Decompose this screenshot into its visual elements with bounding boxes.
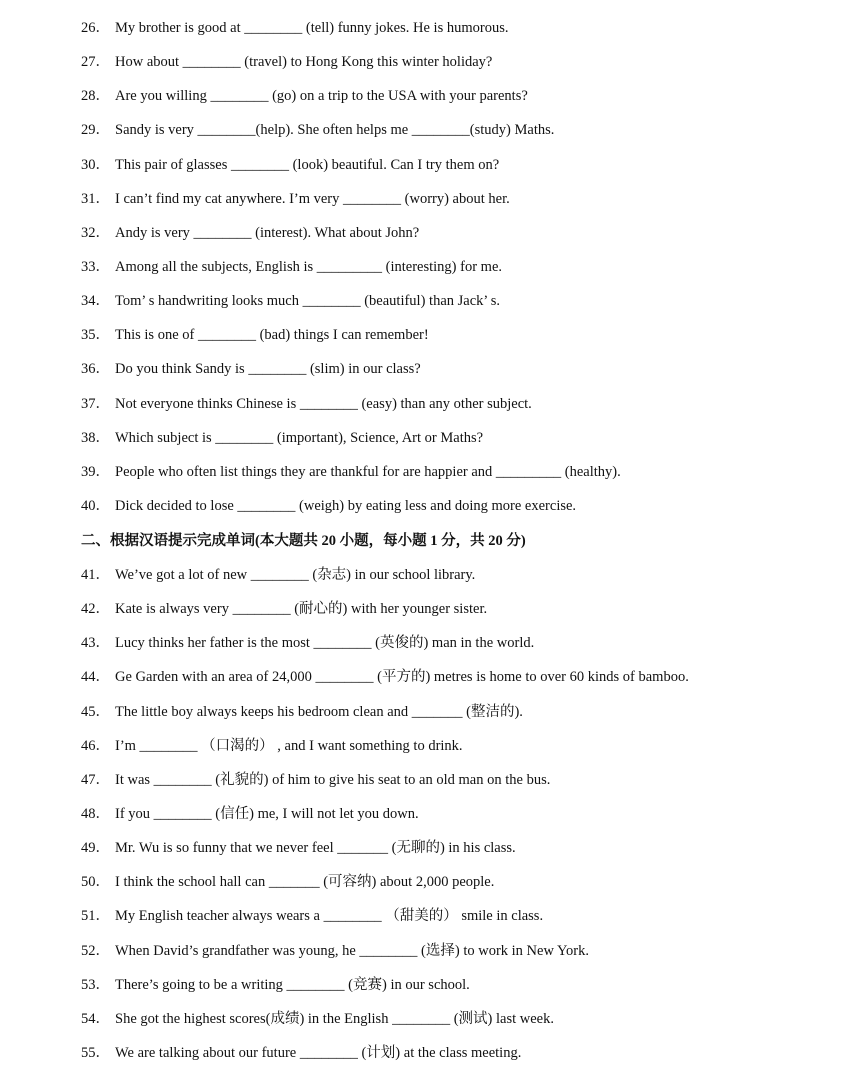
question-number: 44． <box>81 669 110 685</box>
question-text: Andy is very ________ (interest). What about John? <box>115 225 420 241</box>
question-text: When David’s grandfather was young, he ________ (选择) to work in New York. <box>115 943 589 959</box>
question-27 <box>81 51 840 73</box>
question-43 <box>81 632 840 654</box>
question-number: 36． <box>81 361 110 377</box>
question-number: 48． <box>81 806 110 822</box>
question-33 <box>81 256 840 278</box>
question-number: 49． <box>81 840 110 856</box>
question-number: 46． <box>81 738 110 754</box>
question-text: Mr. Wu is so funny that we never feel _______ (无聊的) in his class. <box>115 840 516 856</box>
question-46 <box>81 735 840 757</box>
question-32 <box>81 222 840 244</box>
question-text: How about ________ (travel) to Hong Kong this winter holiday? <box>115 54 493 70</box>
question-number: 32． <box>81 225 110 241</box>
question-text: This is one of ________ (bad) things I can remember! <box>115 327 429 343</box>
question-text: Among all the subjects, English is _________ (interesting) for me. <box>115 259 503 275</box>
question-text: Ge Garden with an area of 24,000 ________ (平方的) metres is home to over 60 kinds of bamboo. <box>115 669 689 685</box>
question-number: 33． <box>81 259 110 275</box>
question-text: Lucy thinks her father is the most ________ (英俊的) man in the world. <box>115 635 535 651</box>
question-text: Sandy is very ________(help). She often helps me ________(study) Maths. <box>115 122 555 138</box>
question-38 <box>81 427 840 449</box>
question-text: Dick decided to lose ________ (weigh) by eating less and doing more exercise. <box>115 498 577 514</box>
question-text: I’m ________ （口渴的） , and I want something to drink. <box>115 738 463 754</box>
question-number: 53． <box>81 977 110 993</box>
question-number: 26． <box>81 20 110 36</box>
question-text: People who often list things they are thankful for are happier and _________ (healthy). <box>115 464 621 480</box>
question-number: 47． <box>81 772 110 788</box>
question-text: If you ________ (信任) me, I will not let you down. <box>115 806 419 822</box>
question-number: 42． <box>81 601 110 617</box>
question-text: Are you willing ________ (go) on a trip to the USA with your parents? <box>115 88 528 104</box>
section-two-heading: 二、根据汉语提示完成单词(本大题共 20 小题，每小题 1 分，共 20 分) <box>81 533 526 549</box>
question-number: 27． <box>81 54 110 70</box>
question-number: 34． <box>81 293 110 309</box>
question-number: 35． <box>81 327 110 343</box>
question-text: We’ve got a lot of new ________ (杂志) in our school library. <box>115 567 476 583</box>
question-29 <box>81 119 840 141</box>
question-number: 43． <box>81 635 110 651</box>
question-text: This pair of glasses ________ (look) beautiful. Can I try them on? <box>115 157 500 173</box>
question-number: 52． <box>81 943 110 959</box>
question-42 <box>81 598 840 620</box>
question-text: Which subject is ________ (important), Science, Art or Maths? <box>115 430 484 446</box>
question-text: Do you think Sandy is ________ (slim) in our class? <box>115 361 421 377</box>
question-text: Tom’ s handwriting looks much ________ (beautiful) than Jack’ s. <box>115 293 501 309</box>
question-number: 41． <box>81 567 110 583</box>
question-text: I can’t find my cat anywhere. I’m very ________ (worry) about her. <box>115 191 510 207</box>
question-text: My brother is good at ________ (tell) funny jokes. He is humorous. <box>115 20 509 36</box>
question-number: 38． <box>81 430 110 446</box>
question-number: 30． <box>81 157 110 173</box>
question-text: Kate is always very ________ (耐心的) with her younger sister. <box>115 601 488 617</box>
question-number: 29． <box>81 122 110 138</box>
question-text: We are talking about our future ________ (计划) at the class meeting. <box>115 1045 522 1061</box>
question-text: There’s going to be a writing ________ (竞赛) in our school. <box>115 977 470 993</box>
question-34 <box>81 290 840 312</box>
question-31 <box>81 188 840 210</box>
question-36 <box>81 358 840 380</box>
question-53 <box>81 974 840 996</box>
question-52 <box>81 940 840 962</box>
question-39 <box>81 461 840 483</box>
question-number: 31． <box>81 191 110 207</box>
question-51 <box>81 905 840 927</box>
question-54 <box>81 1008 840 1030</box>
question-number: 45． <box>81 704 110 720</box>
question-text: I think the school hall can _______ (可容纳) about 2,000 people. <box>115 874 495 890</box>
question-40 <box>81 495 840 517</box>
question-number: 51． <box>81 908 110 924</box>
question-44 <box>81 666 840 688</box>
question-50 <box>81 871 840 893</box>
question-number: 37． <box>81 396 110 412</box>
question-45 <box>81 701 840 723</box>
question-41 <box>81 564 840 586</box>
question-49 <box>81 837 840 859</box>
question-37 <box>81 393 840 415</box>
question-number: 40． <box>81 498 110 514</box>
question-number: 54． <box>81 1011 110 1027</box>
question-28 <box>81 85 840 107</box>
question-30 <box>81 154 840 176</box>
question-text: My English teacher always wears a ________ （甜美的） smile in class. <box>115 908 544 924</box>
question-text: The little boy always keeps his bedroom clean and _______ (整洁的). <box>115 704 523 720</box>
question-text: She got the highest scores(成绩) in the English ________ (测试) last week. <box>115 1011 554 1027</box>
question-number: 28． <box>81 88 110 104</box>
question-48 <box>81 803 840 825</box>
question-26 <box>81 17 840 39</box>
question-text: Not everyone thinks Chinese is ________ (easy) than any other subject. <box>115 396 532 412</box>
question-number: 39． <box>81 464 110 480</box>
question-number: 55． <box>81 1045 110 1061</box>
question-text: It was ________ (礼貌的) of him to give his seat to an old man on the bus. <box>115 772 551 788</box>
question-35 <box>81 324 840 346</box>
question-55 <box>81 1042 840 1064</box>
question-number: 50． <box>81 874 110 890</box>
question-47 <box>81 769 840 791</box>
